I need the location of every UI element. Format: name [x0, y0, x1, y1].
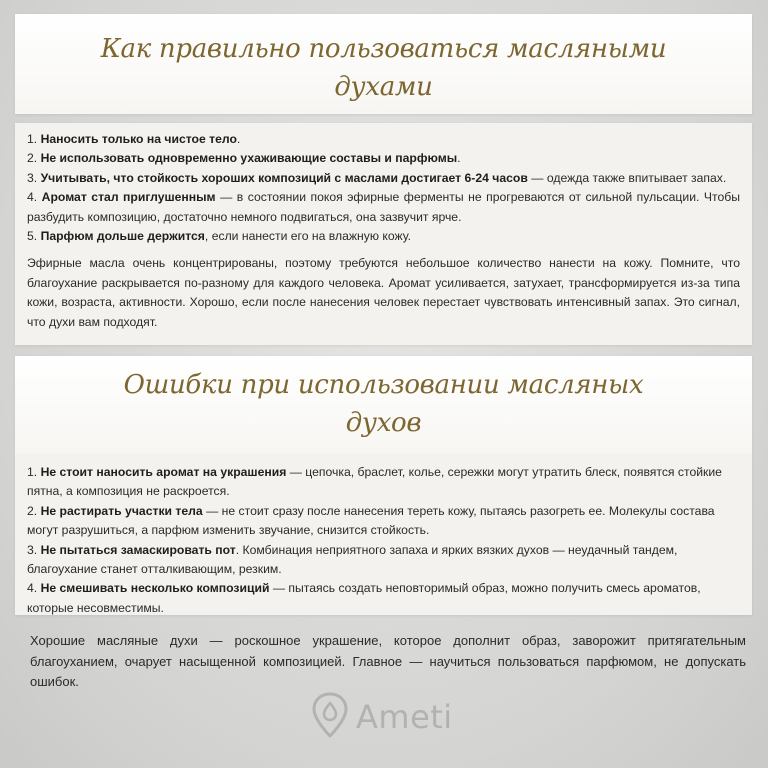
section2-list — [27, 463, 740, 618]
location-pin-drop-icon — [310, 691, 350, 744]
section2-title — [15, 366, 752, 442]
section1-title — [15, 30, 752, 106]
section2-body-panel — [15, 454, 752, 615]
section1-list — [27, 130, 740, 246]
section2-title-line2: духов — [345, 408, 422, 438]
section1-title-panel — [15, 14, 752, 114]
list-item: 3. Не пытаться замаскировать пот. Комбинация неприятного запаха и ярких вязких духов — неудачный тандем, благоухание станет отталкивающим, резким. — [27, 542, 678, 577]
section2-title-panel — [15, 356, 752, 454]
footer-paragraph: Хорошие масляные духи — роскошное украшение, которое дополнит образ, заворожит притягательным благоуханием, очарует насыщенной композицией. Главное — научиться пользоваться парфюмом, не допускать ошибок. — [30, 633, 746, 689]
section2-title-line1: Ошибки при использовании масляных — [123, 370, 644, 400]
list-item: 1. Наносить только на чистое тело. — [27, 132, 241, 146]
brand-name: Ameti — [356, 698, 453, 736]
list-item: 2. Не использовать одновременно ухаживающие составы и парфюмы. — [27, 151, 461, 166]
list-item: 1. Не стоит наносить аромат на украшения — цепочка, браслет, колье, сережки могут утратить блеск, появятся стойкие пятна, а композиция не раскроется. — [27, 465, 722, 499]
section1-title-line2: духами — [334, 72, 433, 102]
list-item: 3. Учитывать, что стойкость хороших композиций с маслами достигает 6-24 часов — одежда также впитывает запах. — [27, 170, 727, 185]
section1-paragraph: Эфирные масла очень концентрированы, поэтому требуются небольшое количество нанести на кожу. Помните, что благоухание раскрывается по-разному для каждого человека. Аромат усиливается, затухает, трансформируется из-за типа кожи, возраста, активности. Хорошо, если после нанесения человек перестает чувствовать интенсивный запах. Это сигнал, что духи вам подходят. — [27, 256, 740, 329]
section1-title-line1: Как правильно пользоваться масляными — [100, 34, 667, 64]
brand-logo — [310, 690, 453, 744]
list-item: 4. Не смешивать несколько композиций — пытаясь создать неповторимый образ, можно получить смесь ароматов, которые несовместимы. — [27, 581, 701, 615]
list-item: 2. Не растирать участки тела — не стоит сразу после нанесения тереть кожу, пытаясь разогреть ее. Молекулы состава могут разрушиться, а парфюм изменить звучание, снизится стойкость. — [27, 503, 715, 538]
list-item: 4. Аромат стал приглушенным — в состоянии покоя эфирные ферменты не прогреваются от сильной пульсации. Чтобы разбудить композицию, достаточно немного подвигаться, она зазвучит ярче. — [27, 190, 740, 224]
section1-body-panel — [15, 123, 752, 345]
list-item: 5. Парфюм дольше держится, если нанести его на влажную кожу. — [27, 229, 412, 244]
